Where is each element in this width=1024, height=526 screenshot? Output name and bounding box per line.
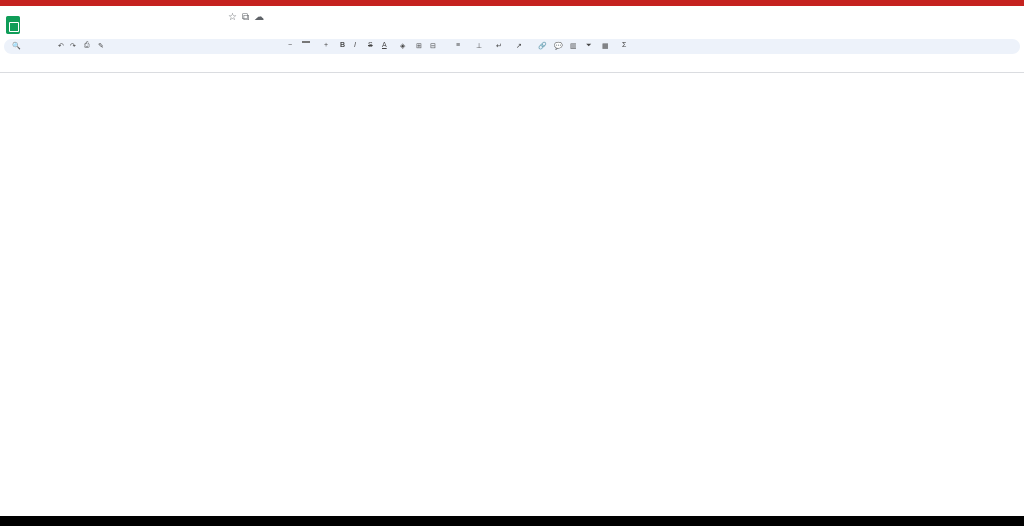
cloud-status-icon[interactable]: ☁ xyxy=(254,12,270,23)
menu-bar xyxy=(27,29,81,38)
undo-icon[interactable]: ↶ xyxy=(58,43,64,50)
paint-format-icon[interactable]: ✎ xyxy=(98,43,104,50)
sheets-logo-icon[interactable] xyxy=(6,16,20,34)
insert-link-icon[interactable]: 🔗 xyxy=(538,43,547,50)
filter-icon[interactable]: ⏷ xyxy=(586,42,592,49)
bold-button[interactable]: B xyxy=(340,42,346,49)
borders-icon[interactable]: ⊞ xyxy=(416,43,422,50)
formulas-row xyxy=(0,516,1024,526)
horizontal-align-icon[interactable]: ≡ xyxy=(456,42,461,49)
text-color-button[interactable]: A xyxy=(382,42,387,49)
vertical-align-icon[interactable]: ⊥ xyxy=(476,43,483,50)
merge-cells-icon[interactable]: ⊟ xyxy=(430,43,436,50)
insert-comment-icon[interactable]: 💬 xyxy=(554,43,563,50)
filter-views-icon[interactable]: ▦ xyxy=(602,43,609,50)
move-folder-icon[interactable]: ⧉ xyxy=(241,12,255,23)
insert-chart-icon[interactable]: ▥ xyxy=(570,43,577,50)
toolbar xyxy=(4,39,1020,54)
search-menus-icon[interactable]: 🔍 xyxy=(12,43,21,50)
redo-icon[interactable]: ↷ xyxy=(70,43,76,50)
title-icons xyxy=(228,12,269,23)
fill-color-icon[interactable]: ◈ xyxy=(400,43,406,50)
formula-bar xyxy=(0,59,1024,73)
strikethrough-button[interactable]: S xyxy=(368,42,373,49)
functions-icon[interactable]: Σ xyxy=(622,42,627,49)
title-bar xyxy=(0,6,1024,36)
font-size-decrease-button[interactable]: − xyxy=(288,42,293,49)
text-rotation-icon[interactable]: ↗ xyxy=(516,43,522,50)
font-size-increase-button[interactable]: + xyxy=(324,42,329,49)
font-size-input[interactable] xyxy=(302,41,310,43)
text-wrap-icon[interactable]: ↵ xyxy=(496,43,502,50)
italic-button[interactable]: I xyxy=(354,42,356,49)
print-icon[interactable]: ⎙ xyxy=(84,42,90,49)
star-icon[interactable]: ☆ xyxy=(228,12,242,23)
